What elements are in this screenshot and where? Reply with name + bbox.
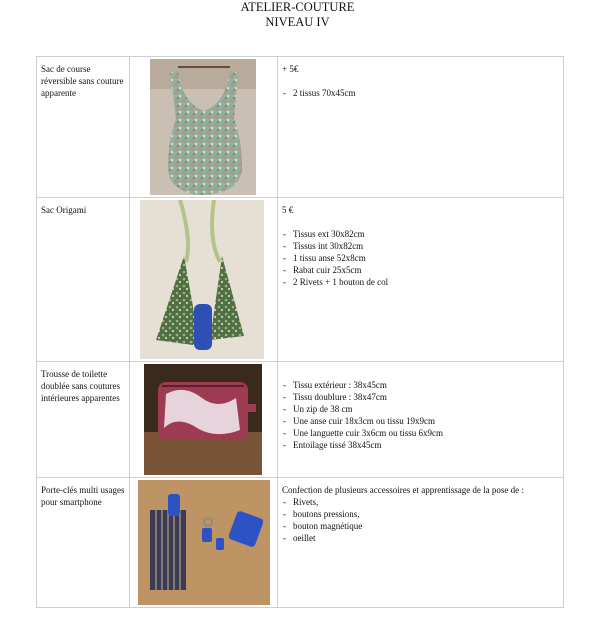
origami-bag-photo	[140, 200, 264, 359]
item-description-cell	[278, 198, 564, 362]
list-item: - Une anse cuir 18x3cm ou tissu 19x9cm	[282, 415, 559, 427]
item-price: + 5€	[282, 64, 299, 74]
item-image-cell	[130, 198, 278, 362]
item-description-cell	[278, 57, 564, 198]
item-image-cell	[130, 478, 278, 608]
materials-list	[282, 228, 559, 288]
table-row	[37, 57, 564, 198]
title-line-1: ATELIER-COUTURE	[240, 0, 355, 14]
list-item: - Une languette cuir 3x6cm ou tissu 6x9cm	[282, 427, 559, 439]
list-item: - 2 Rivets + 1 bouton de col	[282, 276, 559, 288]
item-name: Sac Origami	[41, 205, 87, 215]
item-name: Sac de course réversible sans couture apparente	[41, 64, 124, 98]
item-description-cell	[278, 478, 564, 608]
item-price: 5 €	[282, 205, 294, 215]
title-line-2: NIVEAU IV	[265, 15, 330, 29]
list-item: - 2 tissus 70x45cm	[282, 87, 559, 99]
document-title	[0, 0, 595, 30]
materials-list	[282, 496, 559, 544]
item-name-cell	[37, 57, 130, 198]
list-item: - boutons pressions,	[282, 508, 559, 520]
list-item: - Entoilage tissé 38x45cm	[282, 439, 559, 451]
list-item: - Tissus ext 30x82cm	[282, 228, 559, 240]
list-item: - Rabat cuir 25x5cm	[282, 264, 559, 276]
list-item: - Rivets,	[282, 496, 559, 508]
list-item: - Un zip de 38 cm	[282, 403, 559, 415]
reversible-bag-photo	[150, 59, 256, 195]
workshop-table	[36, 56, 564, 608]
list-item: - oeillet	[282, 532, 559, 544]
item-name-cell	[37, 362, 130, 478]
table-row	[37, 198, 564, 362]
list-item: - 1 tissu anse 52x8cm	[282, 252, 559, 264]
list-item: - Tissus int 30x82cm	[282, 240, 559, 252]
item-image-cell	[130, 57, 278, 198]
item-name: Porte-clés multi usages pour smartphone	[41, 485, 125, 507]
table-row	[37, 362, 564, 478]
keychain-accessories-photo	[138, 480, 270, 605]
item-description-cell	[278, 362, 564, 478]
item-image-cell	[130, 362, 278, 478]
materials-list	[282, 379, 559, 451]
table-row	[37, 478, 564, 608]
list-item: - Tissu extérieur : 38x45cm	[282, 379, 559, 391]
item-name-cell	[37, 198, 130, 362]
toiletry-bag-photo	[144, 364, 262, 475]
item-name-cell	[37, 478, 130, 608]
materials-list	[282, 87, 559, 99]
list-item: - bouton magnétique	[282, 520, 559, 532]
item-intro: Confection de plusieurs accessoires et apprentissage de la pose de :	[282, 485, 524, 495]
list-item: - Tissu doublure : 38x47cm	[282, 391, 559, 403]
item-name: Trousse de toilette doublée sans coutures intérieures apparentes	[41, 369, 120, 403]
